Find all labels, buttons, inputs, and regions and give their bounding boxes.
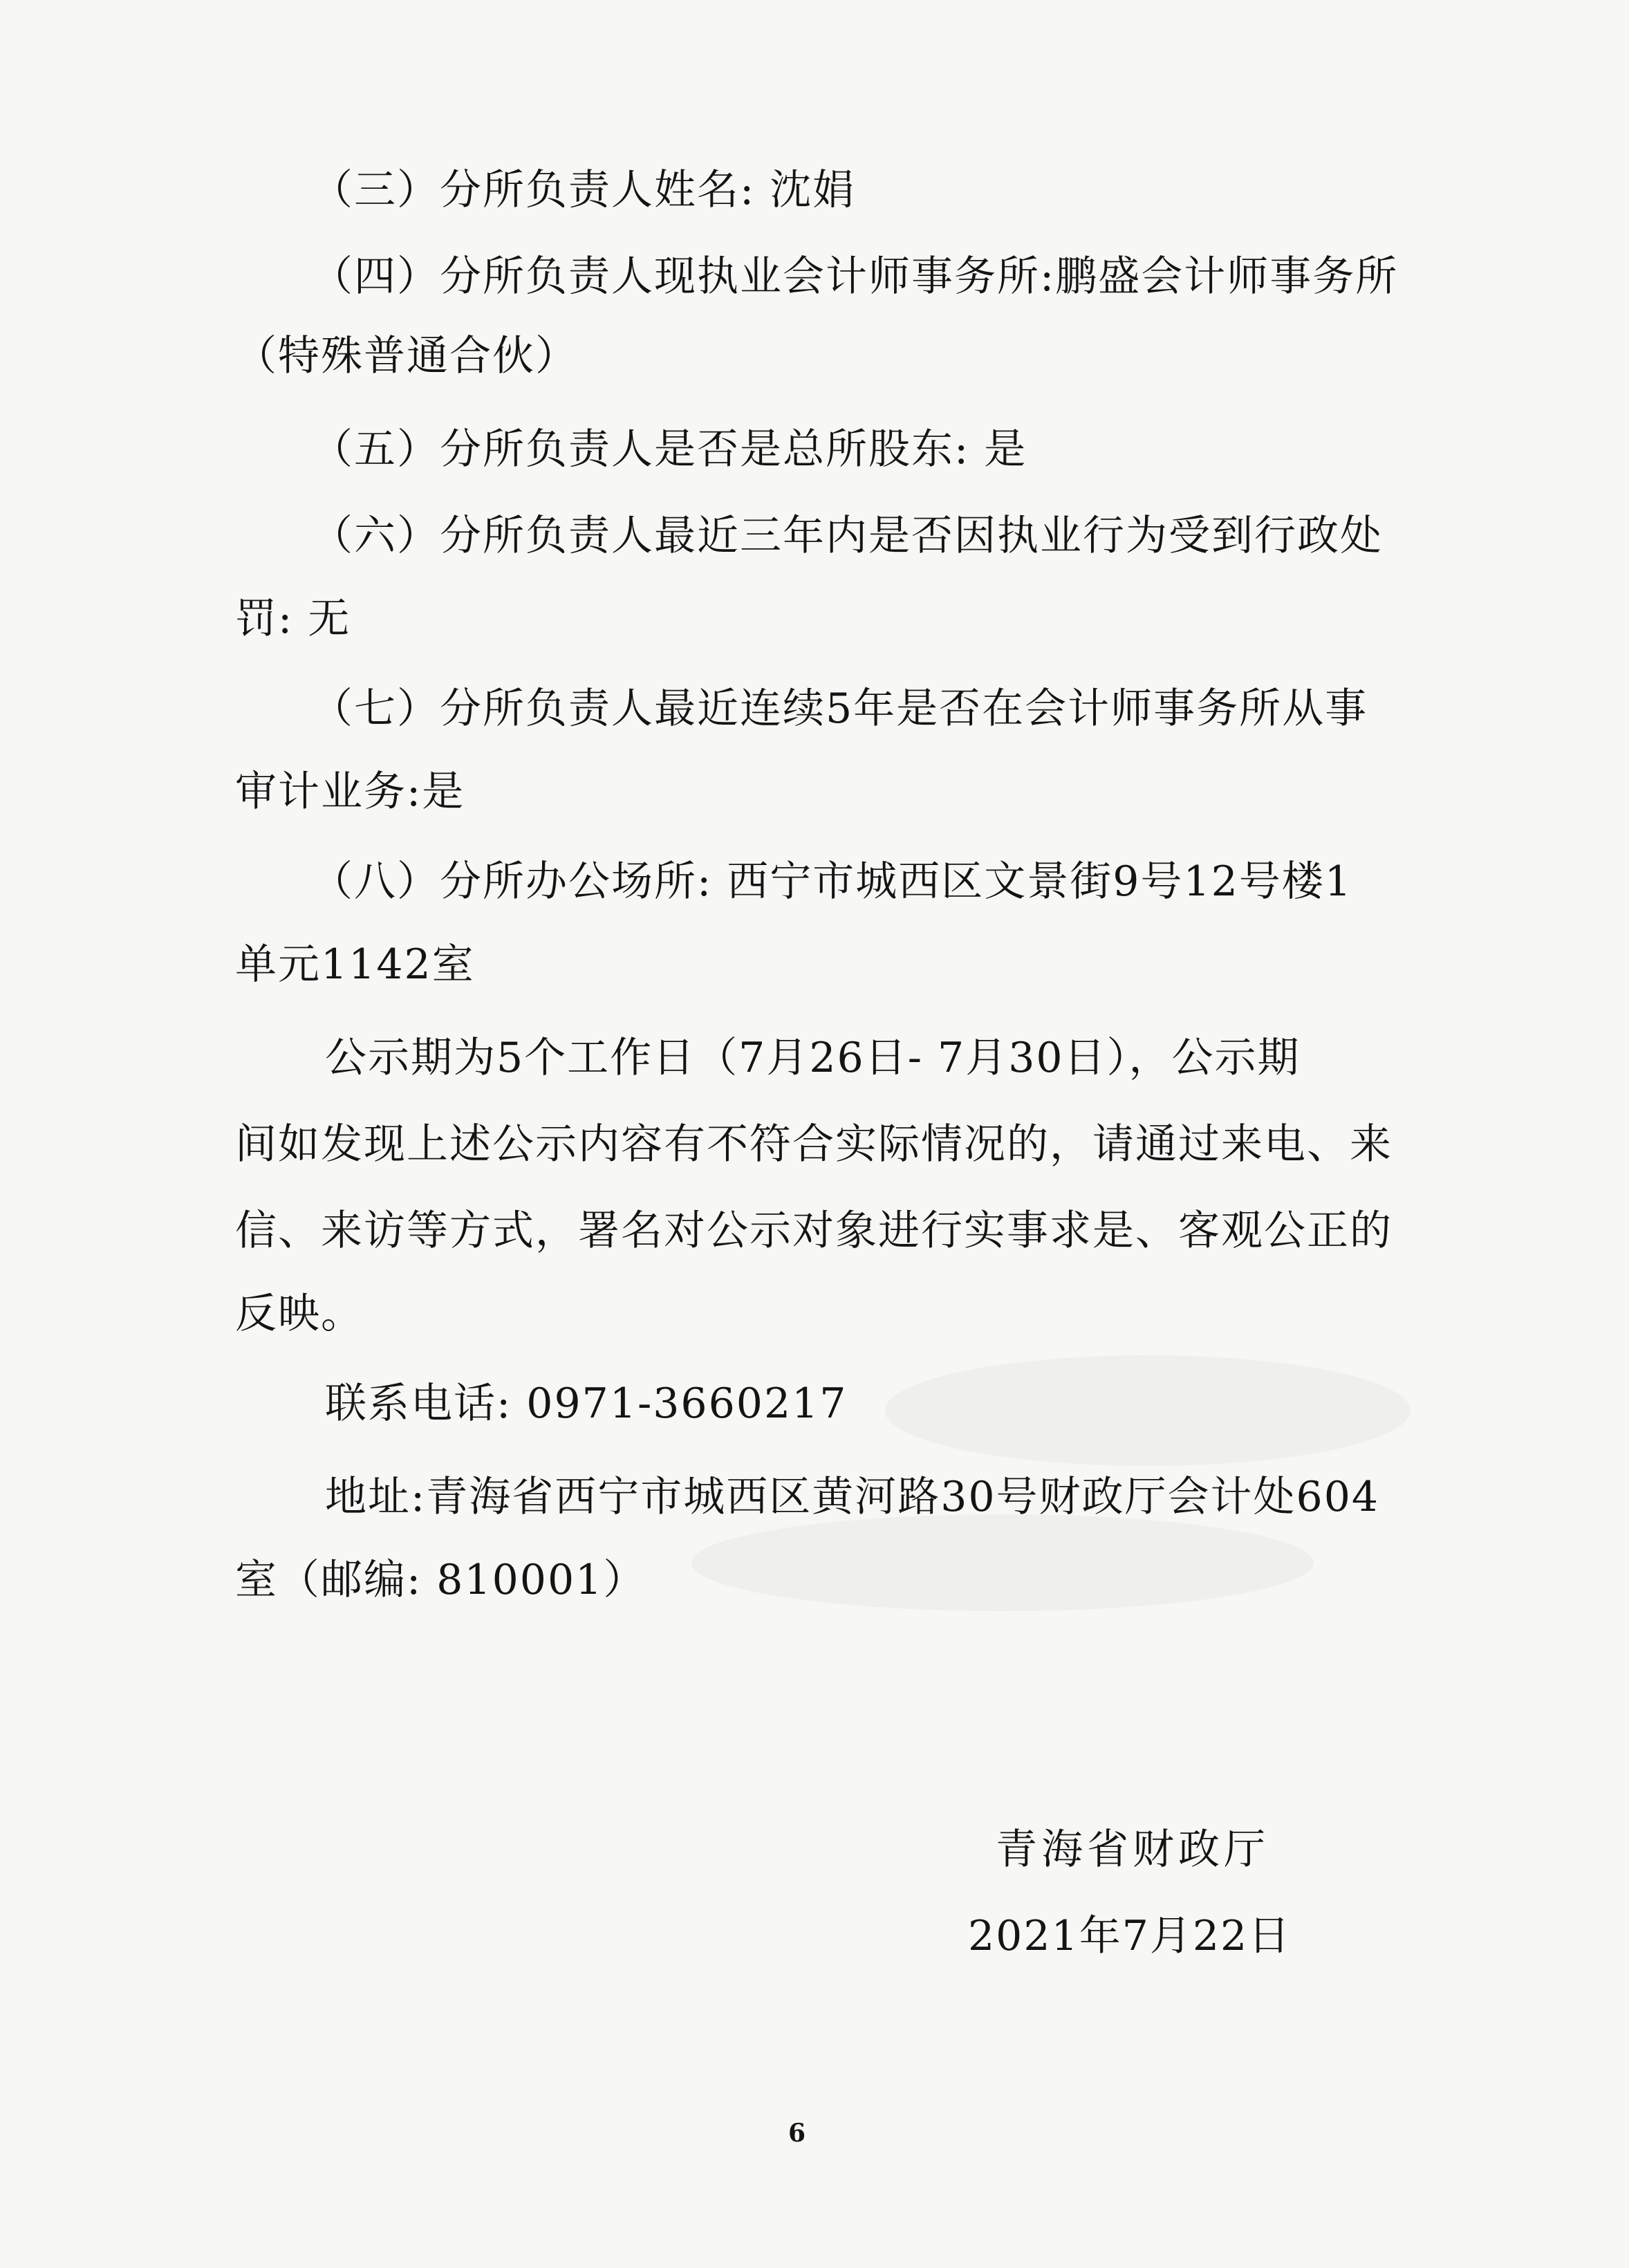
page-number: 6 [788, 2119, 806, 2148]
contact-phone: 联系电话: 0971-3660217 [325, 1379, 848, 1428]
item-6-line-2: 罚: 无 [235, 595, 351, 643]
notice-line-4: 反映。 [235, 1290, 364, 1338]
item-4-line-2: （特殊普通合伙） [235, 332, 578, 380]
item-8-line-2: 单元1142室 [235, 940, 475, 989]
item-7-line-2: 审计业务:是 [235, 768, 465, 816]
item-5: （五）分所负责人是否是总所股东: 是 [311, 425, 1027, 474]
notice-line-3: 信、来访等方式，署名对公示对象进行实事求是、客观公正的 [235, 1207, 1393, 1255]
item-3: （三）分所负责人姓名: 沈娟 [311, 166, 856, 214]
issue-date: 2021年7月22日 [968, 1912, 1292, 1960]
contact-address-line-1: 地址:青海省西宁市城西区黄河路30号财政厅会计处604 [325, 1473, 1380, 1521]
scan-smudge [691, 1514, 1314, 1611]
scan-smudge [885, 1355, 1411, 1466]
contact-address-line-2: 室（邮编: 810001） [235, 1556, 646, 1604]
item-8-line-1: （八）分所办公场所: 西宁市城西区文景街9号12号楼1 [311, 857, 1352, 906]
item-6-line-1: （六）分所负责人最近三年内是否因执业行为受到行政处 [311, 512, 1383, 560]
issuer-name: 青海省财政厅 [996, 1825, 1269, 1874]
notice-line-2: 间如发现上述公示内容有不符合实际情况的，请通过来电、来 [235, 1120, 1393, 1169]
item-7-line-1: （七）分所负责人最近连续5年是否在会计师事务所从事 [311, 685, 1368, 733]
notice-line-1: 公示期为5个工作日（7月26日- 7月30日），公示期 [325, 1034, 1301, 1082]
item-4-line-1: （四）分所负责人现执业会计师事务所:鹏盛会计师事务所 [311, 252, 1399, 301]
